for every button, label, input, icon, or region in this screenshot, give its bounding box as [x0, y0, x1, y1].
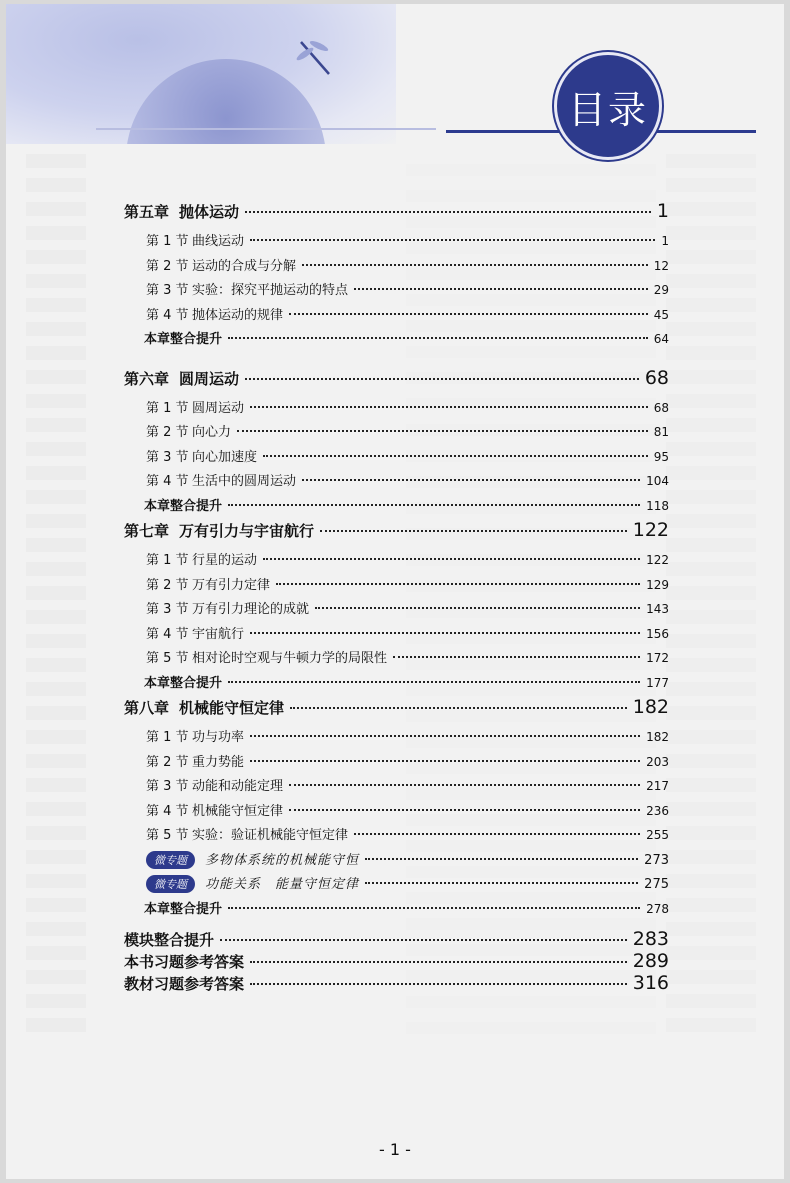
review-title: 本章整合提升 [144, 675, 223, 691]
header-illustration [6, 4, 784, 144]
section-title: 机械能守恒定律 [192, 803, 284, 819]
section-page: 143 [646, 602, 669, 616]
section-title: 圆周运动 [192, 400, 245, 416]
dot-leader [289, 313, 648, 315]
module-entry[interactable] [124, 972, 669, 994]
chapter-review-entry[interactable] [124, 495, 669, 520]
section-label: 第 4 节 [146, 474, 189, 489]
chapter-entry[interactable] [124, 696, 669, 726]
section-label: 第 1 节 [146, 730, 189, 745]
dot-leader [315, 607, 640, 609]
header-rule-faint [96, 128, 436, 130]
chapter-title: 圆周运动 [179, 369, 240, 388]
review-page: 177 [646, 675, 669, 690]
dot-leader [302, 479, 640, 481]
section-label: 第 4 节 [146, 803, 189, 819]
section-page: 104 [646, 474, 669, 488]
section-title: 万有引力定律 [192, 577, 271, 593]
chapter-page: 68 [644, 366, 669, 389]
chapter-label: 第六章 [124, 369, 170, 388]
section-title: 万有引力理论的成就 [192, 602, 310, 617]
dot-leader [290, 707, 627, 709]
dot-leader [245, 211, 651, 213]
section-page: 45 [653, 307, 669, 322]
micro-topic-badge: 微专题 [146, 875, 195, 893]
section-page: 1 [661, 234, 669, 248]
section-entry[interactable] [124, 775, 669, 800]
section-page: 12 [653, 258, 669, 273]
micro-topic-title: 功能关系 能量守恒定律 [205, 877, 360, 892]
module-title: 教材习题参考答案 [124, 975, 245, 993]
section-page: 236 [646, 803, 669, 818]
section-title: 实验：验证机械能守恒定律 [192, 828, 349, 843]
section-page: 29 [653, 283, 669, 297]
section-entry[interactable] [124, 647, 669, 672]
section-title: 抛体运动的规律 [192, 307, 284, 323]
module-page: 316 [632, 972, 669, 994]
review-page: 278 [646, 901, 669, 916]
section-label: 第 3 节 [146, 602, 189, 617]
module-title: 本书习题参考答案 [124, 953, 245, 971]
dot-leader [250, 760, 640, 762]
dot-leader [263, 558, 640, 560]
section-page: 203 [646, 754, 669, 769]
section-entry[interactable] [124, 751, 669, 776]
section-label: 第 1 节 [146, 553, 189, 568]
dot-leader [354, 288, 648, 290]
chapter-page: 122 [632, 519, 669, 541]
section-title: 曲线运动 [192, 234, 245, 249]
dot-leader [263, 455, 648, 457]
dot-leader [228, 504, 640, 506]
section-page: 156 [646, 626, 669, 641]
chapter-review-entry[interactable] [124, 672, 669, 697]
dot-leader [250, 983, 627, 985]
module-entry[interactable] [124, 950, 669, 972]
section-page: 129 [646, 577, 669, 592]
toc-title-badge: 目录 [554, 52, 662, 160]
module-title: 模块整合提升 [124, 931, 215, 949]
micro-topic-entry[interactable] [124, 873, 669, 898]
dot-leader [365, 882, 638, 884]
micro-topic-page: 273 [644, 852, 669, 868]
section-entry[interactable] [124, 574, 669, 599]
review-title: 本章整合提升 [144, 901, 223, 917]
section-label: 第 4 节 [146, 626, 189, 642]
section-entry[interactable] [124, 304, 669, 329]
section-entry[interactable] [124, 470, 669, 495]
section-label: 第 2 节 [146, 754, 189, 770]
dot-leader [228, 681, 640, 683]
section-entry[interactable] [124, 623, 669, 648]
section-title: 重力势能 [192, 754, 245, 770]
section-label: 第 4 节 [146, 307, 189, 323]
micro-topic-entry[interactable] [124, 849, 669, 874]
section-page: 172 [646, 651, 669, 665]
section-label: 第 3 节 [146, 283, 189, 298]
dot-leader [237, 430, 648, 432]
chapter-title: 抛体运动 [179, 203, 240, 221]
section-entry[interactable] [124, 549, 669, 574]
module-page: 289 [632, 950, 669, 972]
dot-leader [365, 858, 638, 860]
section-title: 动能和动能定理 [192, 779, 284, 794]
section-title: 向心加速度 [192, 449, 258, 465]
bleed-through-right [666, 154, 756, 1034]
review-title: 本章整合提升 [144, 332, 223, 347]
dot-leader [250, 239, 655, 241]
section-title: 运动的合成与分解 [192, 258, 297, 274]
dot-leader [250, 735, 640, 737]
section-page: 255 [646, 828, 669, 842]
dot-leader [393, 656, 640, 658]
chapter-entry[interactable] [124, 367, 669, 397]
section-entry[interactable] [124, 598, 669, 623]
dot-leader [289, 809, 640, 811]
chapter-page: 1 [656, 200, 669, 222]
section-page: 122 [646, 553, 669, 567]
chapter-entry[interactable] [124, 200, 669, 230]
chapter-title: 机械能守恒定律 [179, 699, 285, 717]
section-label: 第 5 节 [146, 828, 189, 843]
section-title: 宇宙航行 [192, 626, 245, 642]
section-page: 182 [646, 730, 669, 744]
section-page: 95 [653, 449, 669, 464]
page-number: - 1 - [379, 1140, 411, 1159]
section-entry[interactable] [124, 446, 669, 471]
dot-leader [276, 583, 640, 585]
dot-leader [220, 939, 627, 941]
section-entry[interactable] [124, 255, 669, 280]
module-page: 283 [632, 928, 669, 950]
chapter-label: 第五章 [124, 203, 170, 221]
bleed-through-left [26, 154, 86, 1034]
book-page [6, 4, 784, 1179]
section-label: 第 2 节 [146, 577, 189, 593]
review-title: 本章整合提升 [144, 498, 223, 514]
section-label: 第 2 节 [146, 258, 189, 274]
chapter-title: 万有引力与宇宙航行 [179, 522, 315, 540]
chapter-review-entry[interactable] [124, 898, 669, 923]
chapter-label: 第七章 [124, 522, 170, 540]
section-page: 81 [653, 425, 669, 439]
dot-leader [354, 833, 640, 835]
section-label: 第 5 节 [146, 651, 189, 666]
section-label: 第 2 节 [146, 425, 189, 440]
review-page: 64 [653, 332, 669, 346]
section-page: 217 [646, 779, 669, 793]
module-entry[interactable] [124, 928, 669, 950]
dot-leader [245, 378, 639, 380]
section-page: 68 [653, 400, 669, 415]
micro-topic-page: 275 [644, 877, 669, 892]
section-title: 相对论时空观与牛顿力学的局限性 [192, 651, 388, 666]
dot-leader [250, 406, 648, 408]
section-label: 第 1 节 [146, 234, 189, 249]
dragonfly-icon [291, 34, 341, 84]
section-title: 向心力 [192, 425, 232, 440]
chapter-entry[interactable] [124, 519, 669, 549]
dot-leader [320, 530, 627, 532]
section-entry[interactable] [124, 421, 669, 446]
dot-leader [250, 632, 640, 634]
review-page: 118 [646, 498, 669, 513]
micro-topic-title: 多物体系统的机械能守恒 [205, 852, 360, 868]
dot-leader [228, 907, 640, 909]
dot-leader [289, 784, 640, 786]
section-label: 第 1 节 [146, 400, 189, 416]
section-title: 实验：探究平抛运动的特点 [192, 283, 349, 298]
table-of-contents [124, 200, 669, 994]
section-entry[interactable] [124, 726, 669, 751]
dot-leader [250, 961, 627, 963]
dot-leader [302, 264, 648, 266]
chapter-label: 第八章 [124, 699, 170, 717]
section-entry[interactable] [124, 800, 669, 825]
chapter-review-entry[interactable] [124, 328, 669, 353]
section-title: 行星的运动 [192, 553, 258, 568]
section-title: 功与功率 [192, 730, 245, 745]
micro-topic-badge: 微专题 [146, 851, 195, 869]
dot-leader [228, 337, 648, 339]
section-entry[interactable] [124, 230, 669, 255]
section-entry[interactable] [124, 397, 669, 422]
section-label: 第 3 节 [146, 779, 189, 794]
section-entry[interactable] [124, 824, 669, 849]
section-title: 生活中的圆周运动 [192, 474, 297, 489]
section-entry[interactable] [124, 279, 669, 304]
section-label: 第 3 节 [146, 449, 189, 465]
chapter-page: 182 [632, 696, 669, 718]
